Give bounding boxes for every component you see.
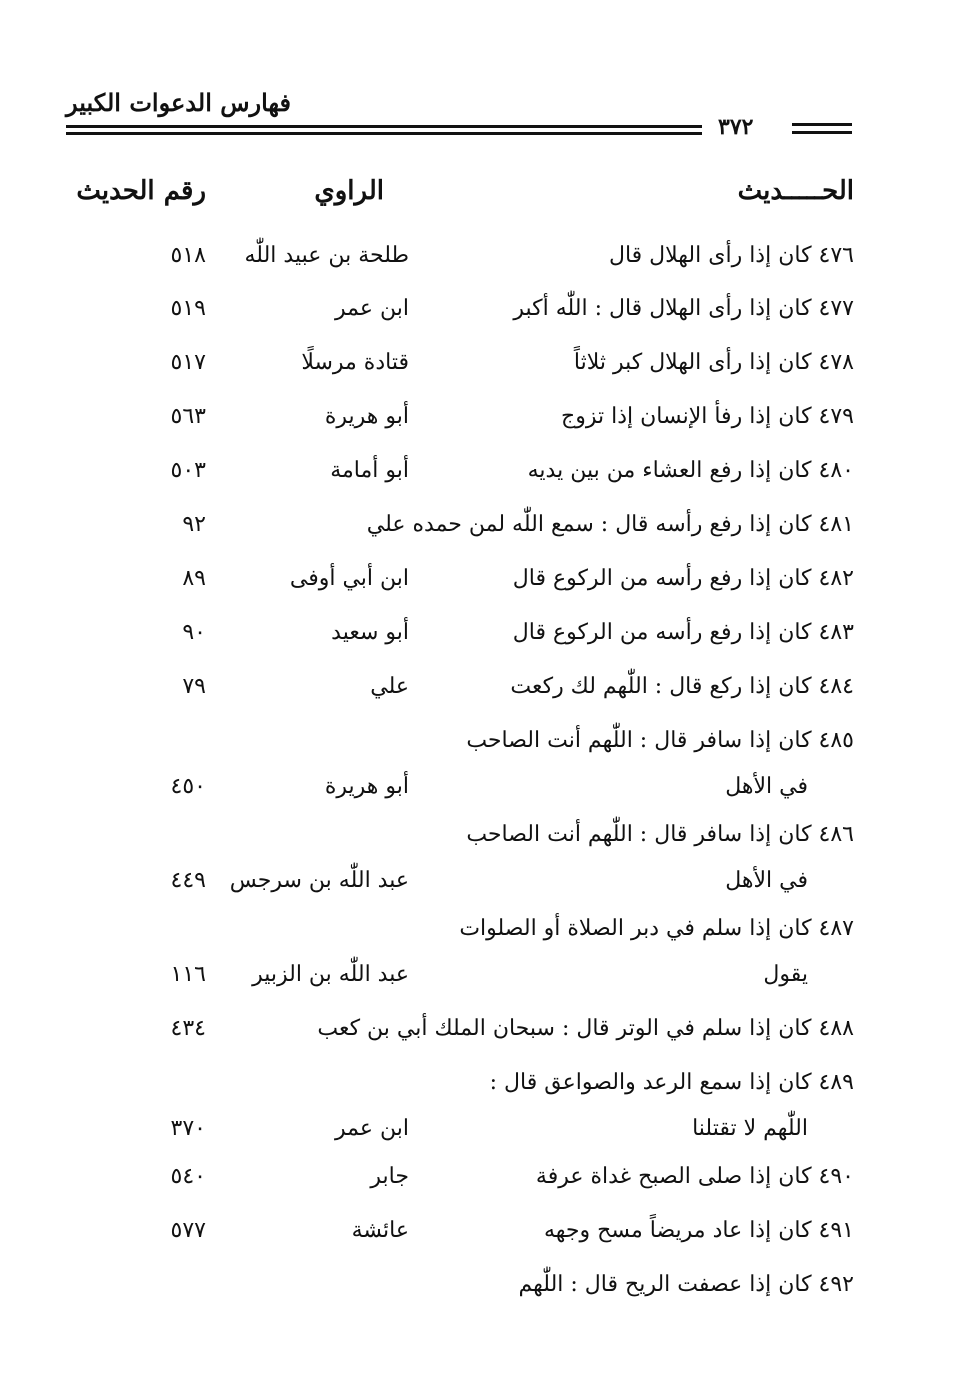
hadith-text: كان إذا رفع رأسه من الركوع قال xyxy=(512,620,812,645)
hadith-text: كان إذا رأى الهلال قال : اللّٰه أكبر xyxy=(513,296,812,321)
hadith-text: كان إذا رأى الهلال كبر ثلاثاً xyxy=(573,350,812,375)
hadith-index: ٤٧٩ xyxy=(818,404,854,429)
hadith-index: ٤٨٣ xyxy=(818,620,854,645)
hadith-number: ٥١٩ xyxy=(170,296,206,321)
hadith-text: كان إذا رفع رأسه من الركوع قال xyxy=(512,566,812,591)
column-header-number: رقم الحديث xyxy=(76,176,206,206)
hadith-line xyxy=(513,566,854,591)
hadith-line xyxy=(544,1218,854,1243)
hadith-text: كان إذا ركع قال : اللّٰهم لك ركعت xyxy=(510,674,812,699)
hadith-number: ٤٥٠ xyxy=(170,774,206,799)
hadith-text-continuation: يقول xyxy=(763,962,808,987)
hadith-index: ٤٩٠ xyxy=(818,1164,854,1189)
hadith-index: ٤٧٧ xyxy=(818,296,854,321)
hadith-text-continuation: اللّٰهم لا تقتلنا xyxy=(692,1116,808,1141)
hadith-text: كان إذا سلم في دبر الصلاة أو الصلوات xyxy=(459,916,812,941)
narrator: عبد اللّٰه بن سرجس xyxy=(229,868,409,893)
hadith-number: ٥١٧ xyxy=(170,350,206,375)
hadith-number: ٨٩ xyxy=(182,566,206,591)
hadith-index: ٤٨٢ xyxy=(818,566,854,591)
hadith-line xyxy=(490,1070,854,1095)
narrator: قتادة مرسلًا xyxy=(301,350,409,375)
hadith-number: ٤٣٤ xyxy=(170,1016,206,1041)
hadith-text: كان إذا عصفت الريح قال : اللّٰهم xyxy=(518,1272,812,1297)
hadith-line xyxy=(528,458,854,483)
hadith-line xyxy=(317,1016,854,1041)
narrator: أبو هريرة xyxy=(324,774,409,799)
hadith-line xyxy=(466,822,854,847)
hadith-number: ٩٢ xyxy=(182,512,206,537)
hadith-line xyxy=(510,674,854,699)
narrator: أبو سعيد xyxy=(331,620,409,645)
column-header-hadith: الحـــــديث xyxy=(737,176,854,206)
narrator: ابن أبي أوفى xyxy=(289,566,409,591)
hadith-number: ٥٠٣ xyxy=(170,458,206,483)
narrator: طلحة بن عبيد اللّٰه xyxy=(244,243,409,268)
hadith-index: ٤٨٨ xyxy=(818,1016,854,1041)
hadith-text: كان إذا صلى الصبح غداة عرفة xyxy=(535,1164,812,1189)
hadith-text-continuation: في الأهل xyxy=(725,774,808,799)
hadith-line xyxy=(513,296,854,321)
hadith-text: كان إذا رأى الهلال قال xyxy=(608,243,812,268)
hadith-line xyxy=(536,1164,854,1189)
hadith-index: ٤٨٧ xyxy=(818,916,854,941)
hadith-line xyxy=(519,1272,854,1297)
column-header-narrator: الراوي xyxy=(314,176,384,206)
narrator: عبد اللّٰه بن الزبير xyxy=(252,962,409,987)
hadith-number: ٧٩ xyxy=(182,674,206,699)
running-title: فهارس الدعوات الكبير xyxy=(66,88,291,117)
hadith-index: ٤٨١ xyxy=(818,512,854,537)
hadith-index: ٤٨٠ xyxy=(818,458,854,483)
hadith-line xyxy=(561,404,854,429)
hadith-line xyxy=(459,916,854,941)
hadith-text: كان إذا رفع رأسه قال : سمع اللّٰه لمن حمده علي xyxy=(366,512,812,537)
hadith-text: كان إذا سمع الرعد والصواعق قال : xyxy=(489,1070,812,1095)
narrator: عائشة xyxy=(351,1218,409,1243)
hadith-text: كان إذا رفع العشاء من بين يديه xyxy=(527,458,812,483)
hadith-number: ٣٧٠ xyxy=(170,1116,206,1141)
narrator: جابر xyxy=(370,1164,409,1189)
hadith-number: ٥١٨ xyxy=(170,243,206,268)
narrator: ابن عمر xyxy=(335,296,409,321)
hadith-number: ٥٧٧ xyxy=(170,1218,206,1243)
hadith-line xyxy=(466,728,854,753)
hadith-line xyxy=(574,350,854,375)
hadith-index: ٤٧٨ xyxy=(818,350,854,375)
hadith-line xyxy=(513,620,854,645)
narrator: علي xyxy=(370,674,409,699)
hadith-text: كان إذا سلم في الوتر قال : سبحان الملك أبي بن كعب xyxy=(317,1016,812,1041)
hadith-index: ٤٩٢ xyxy=(818,1272,854,1297)
narrator: ابن عمر xyxy=(335,1116,409,1141)
hadith-line xyxy=(609,243,854,268)
hadith-number: ٩٠ xyxy=(182,620,206,645)
hadith-text: كان إذا رفأ الإنسان إذا تزوج xyxy=(561,404,812,429)
hadith-number: ٥٦٣ xyxy=(170,404,206,429)
page-number: ٣٧٢ xyxy=(718,114,754,140)
hadith-number: ٤٤٩ xyxy=(170,868,206,893)
hadith-line xyxy=(367,512,854,537)
hadith-index: ٤٨٩ xyxy=(818,1070,854,1095)
hadith-index: ٤٨٥ xyxy=(818,728,854,753)
hadith-index: ٤٧٦ xyxy=(818,243,854,268)
hadith-text: كان إذا عاد مريضاً مسح وجهه xyxy=(544,1218,812,1243)
hadith-number: ٥٤٠ xyxy=(170,1164,206,1189)
hadith-index: ٤٩١ xyxy=(818,1218,854,1243)
hadith-index: ٤٨٤ xyxy=(818,674,854,699)
narrator: أبو هريرة xyxy=(324,404,409,429)
hadith-index: ٤٨٦ xyxy=(818,822,854,847)
hadith-text: كان إذا سافر قال : اللّٰهم أنت الصاحب xyxy=(466,822,812,847)
narrator: أبو أمامة xyxy=(330,458,409,483)
hadith-text-continuation: في الأهل xyxy=(725,868,808,893)
hadith-number: ١١٦ xyxy=(170,962,206,987)
hadith-text: كان إذا سافر قال : اللّٰهم أنت الصاحب xyxy=(466,728,812,753)
